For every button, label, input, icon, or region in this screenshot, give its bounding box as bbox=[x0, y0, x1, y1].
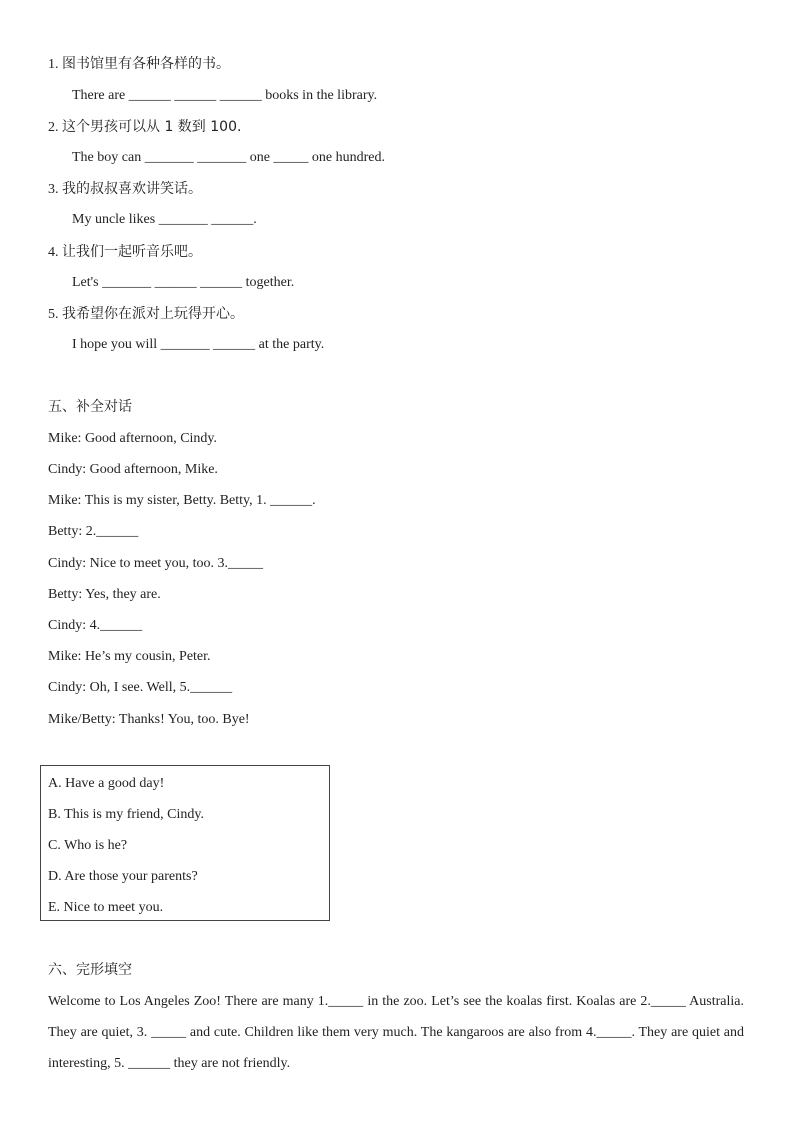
option-a: A. Have a good day! bbox=[48, 776, 165, 791]
dialogue-line-3: Mike: This is my sister, Betty. Betty, 1. ______. bbox=[48, 493, 316, 508]
question-2 bbox=[48, 118, 241, 137]
english-sentence: The boy can _______ _______ one _____ one hundred. bbox=[72, 150, 385, 165]
option-d: D. Are those your parents? bbox=[48, 869, 198, 884]
question-5 bbox=[48, 305, 244, 324]
question-3 bbox=[48, 180, 202, 199]
dialogue-line-1: Mike: Good afternoon, Cindy. bbox=[48, 431, 218, 446]
chinese-sentence: 让我们一起听音乐吧。 bbox=[62, 244, 202, 260]
question-number: 3. bbox=[48, 182, 59, 197]
options-box bbox=[40, 765, 330, 921]
english-sentence: Let's _______ ______ ______ together. bbox=[72, 275, 295, 290]
cloze-heading: 六、完形填空 bbox=[48, 962, 132, 978]
dialogue-line-6: Betty: Yes, they are. bbox=[48, 587, 161, 602]
question-number: 2. bbox=[48, 120, 59, 135]
question-number: 5. bbox=[48, 307, 59, 322]
dialogue-line-7: Cindy: 4.______ bbox=[48, 618, 143, 633]
question-number: 4. bbox=[48, 245, 59, 260]
english-sentence: My uncle likes _______ ______. bbox=[72, 212, 257, 227]
option-b: B. This is my friend, Cindy. bbox=[48, 807, 204, 822]
chinese-sentence: 这个男孩可以从 1 数到 100. bbox=[62, 119, 242, 135]
cloze-paragraph: Welcome to Los Angeles Zoo! There are many 1._____ in the zoo. Let’s see the koalas first. Koalas are 2._____ Australia. They are quiet, 3. _____ and cute. Children like them very much. The kangaroos are also from 4._____. They are quiet and interesting, 5. ______ they are not friendly. bbox=[48, 994, 744, 1071]
english-sentence: I hope you will _______ ______ at the party. bbox=[72, 337, 325, 352]
question-1 bbox=[48, 55, 230, 74]
chinese-sentence: 图书馆里有各种各样的书。 bbox=[62, 56, 230, 72]
question-4 bbox=[48, 243, 202, 262]
chinese-sentence: 我希望你在派对上玩得开心。 bbox=[62, 306, 244, 322]
dialogue-line-8: Mike: He’s my cousin, Peter. bbox=[48, 649, 211, 664]
chinese-sentence: 我的叔叔喜欢讲笑话。 bbox=[62, 181, 202, 197]
question-number: 1. bbox=[48, 57, 59, 72]
option-e: E. Nice to meet you. bbox=[48, 900, 164, 915]
english-sentence: There are ______ ______ ______ books in the library. bbox=[72, 88, 378, 103]
dialogue-line-9: Cindy: Oh, I see. Well, 5.______ bbox=[48, 680, 233, 695]
dialogue-line-10: Mike/Betty: Thanks! You, too. Bye! bbox=[48, 712, 250, 727]
dialogue-line-4: Betty: 2.______ bbox=[48, 524, 139, 539]
option-c: C. Who is he? bbox=[48, 838, 128, 853]
dialogue-heading: 五、补全对话 bbox=[48, 399, 132, 415]
dialogue-line-2: Cindy: Good afternoon, Mike. bbox=[48, 462, 218, 477]
dialogue-line-5: Cindy: Nice to meet you, too. 3._____ bbox=[48, 556, 264, 571]
